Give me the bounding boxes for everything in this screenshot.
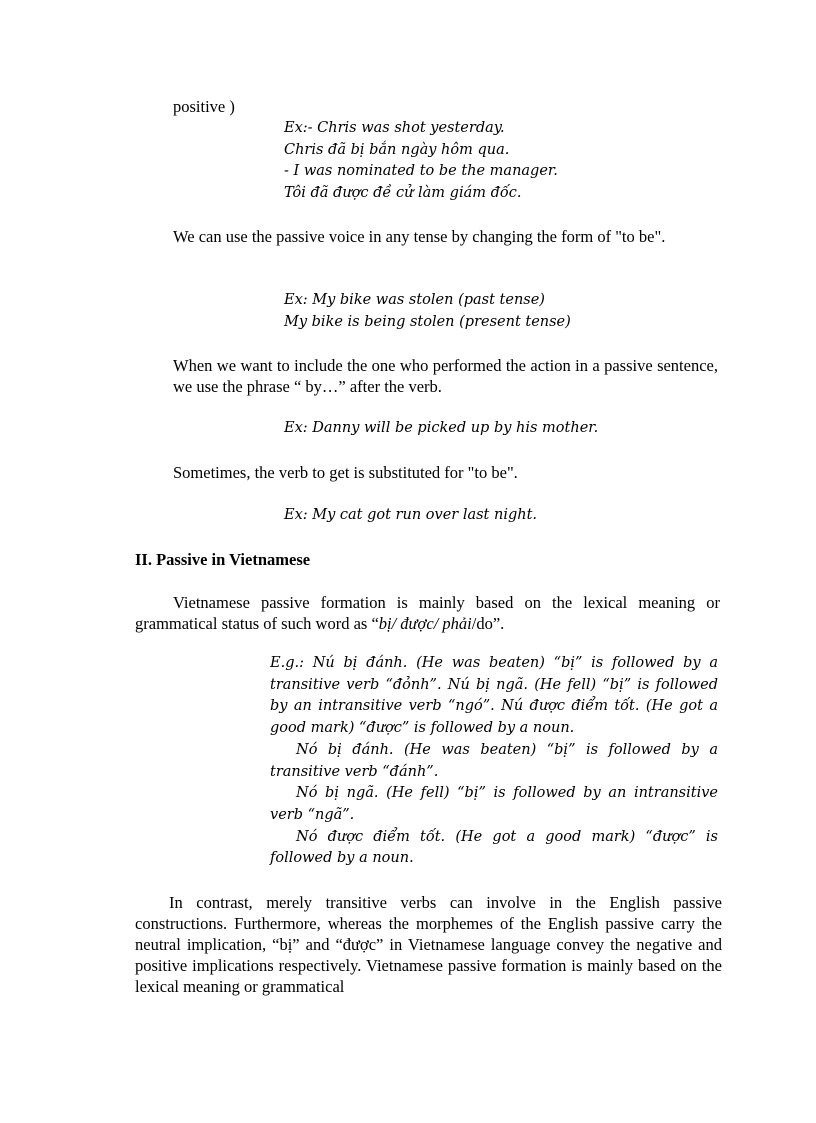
- example-line: Ex: Danny will be picked up by his mother.: [284, 420, 599, 436]
- eg-text: E.g.: Nú bị đánh. (He was beaten) “bị” is followed by a transitive verb “đỏnh”. Nú bị ngã. (He fell) “bị” is followed by an intransitive verb “ngó”. Nú được điểm tốt. (He got a good mark) “được” is followed by a noun.: [270, 655, 718, 737]
- intro-text-a: Vietnamese passive formation is mainly based on the lexical meaning or grammatical status of such word as “: [135, 593, 720, 633]
- example-block-1: [284, 118, 558, 204]
- example-line: - I was nominated to be the manager.: [284, 163, 558, 179]
- intro-text-c: /do”.: [471, 614, 505, 633]
- line-positive: positive ): [173, 97, 235, 116]
- paragraph-tense: We can use the passive voice in any tense by changing the form of "to be".: [173, 227, 666, 246]
- example-block-4: [284, 505, 537, 527]
- paragraph-contrast: In contrast, merely transitive verbs can involve in the English passive constructions. Furthermore, whereas the morphemes of the English passive carry the neutral implication, “bị” and “được” in Vietnamese language convey the negative and positive implications respectively. Vietnamese passive formation is mainly based on the lexical meaning or grammatical: [135, 893, 722, 996]
- paragraph-get: Sometimes, the verb to get is substituted for "to be".: [173, 463, 518, 482]
- eg-text: Nó bị đánh. (He was beaten) “bị” is followed by a transitive verb “đánh”.: [270, 741, 718, 780]
- example-line: My bike is being stolen (present tense): [284, 313, 571, 330]
- paragraph-vietnamese-intro: [135, 592, 720, 634]
- example-line: Ex: My cat got run over last night.: [284, 507, 538, 523]
- paragraph-by-phrase: When we want to include the one who performed the action in a passive sentence, we use the phrase “ by…” after the verb.: [173, 356, 718, 396]
- example-line: Ex:- Chris was shot yesterday.: [284, 120, 505, 136]
- section-heading: II. Passive in Vietnamese: [135, 550, 311, 569]
- example-line: Ex: My bike was stolen (past tense): [284, 292, 545, 308]
- eg-text: Nó được điểm tốt. (He got a good mark) “được” is followed by a noun.: [270, 828, 718, 867]
- intro-text-italic: bị/ được/ phải: [378, 614, 472, 633]
- example-block-eg: [270, 653, 718, 870]
- example-block-3: [284, 418, 598, 440]
- example-block-2: [284, 290, 571, 333]
- example-line: Tôi đã được đề cử làm giám đốc.: [284, 184, 522, 201]
- eg-text: Nó bị ngã. (He fell) “bị” is followed by an intransitive verb “ngã”.: [270, 785, 718, 823]
- example-line: Chris đã bị bắn ngày hôm qua.: [284, 141, 510, 158]
